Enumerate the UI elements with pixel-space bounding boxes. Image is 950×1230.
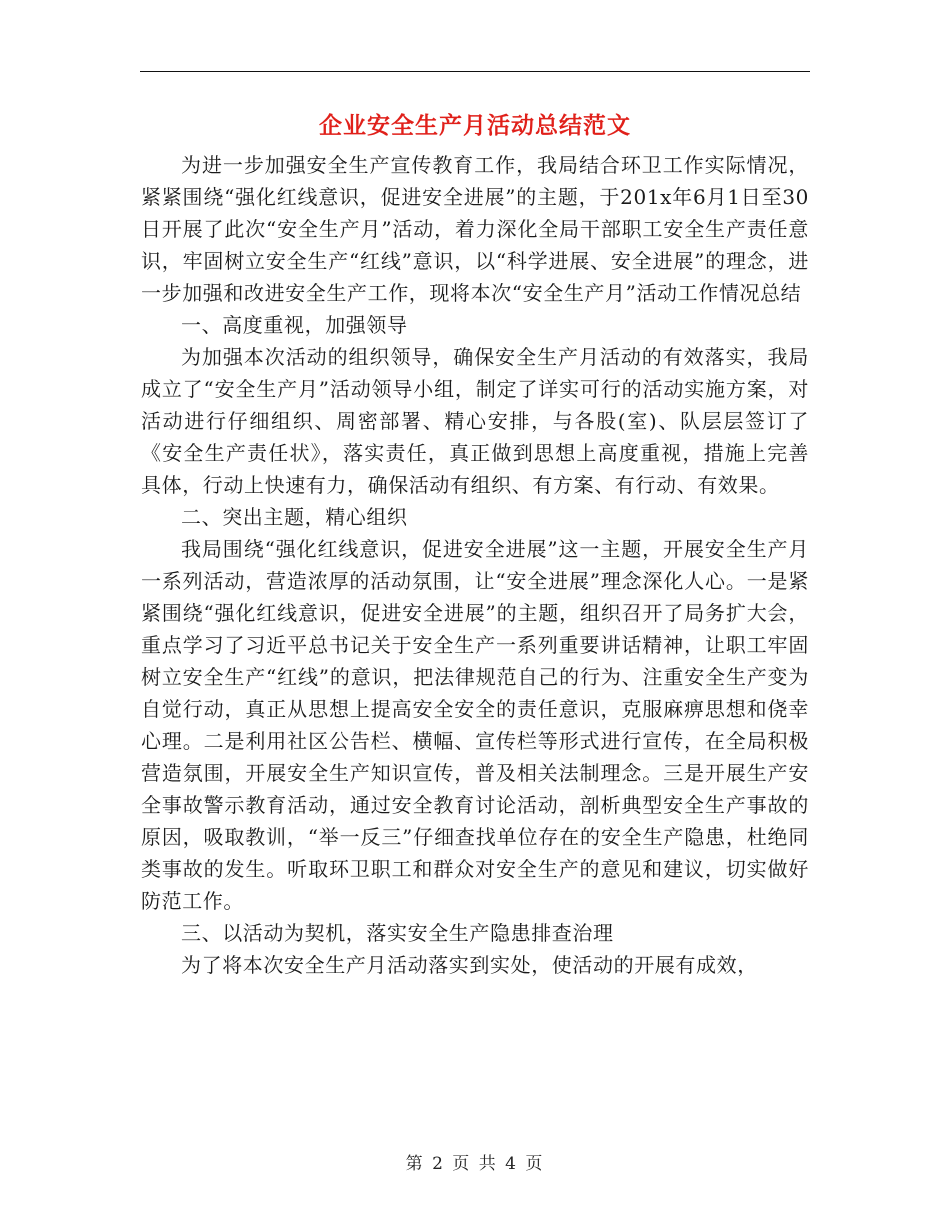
section-heading-2: 二、突出主题，精心组织: [181, 505, 408, 529]
page-number-footer: 第 2 页 共 4 页: [405, 1154, 545, 1174]
section-heading-3: 三、以活动为契机，落实安全生产隐患排查治理: [181, 921, 614, 945]
paragraph-section-1: 为加强本次活动的组织领导，确保安全生产月活动的有效落实，我局成立了“安全生产月”活动领导小组，制定了详实可行的活动实施方案，对活动进行仔细组织、周密部署、精心安排，与各股(室)、队层层签订了《安全生产责任状》，落实责任，真正做到思想上高度重视，措施上完善具体，行动上快速有力，确保活动有组织、有方案、有行动、有效果。: [141, 345, 809, 497]
paragraph-intro: 为进一步加强安全生产宣传教育工作，我局结合环卫工作实际情况，紧紧围绕“强化红线意识，促进安全进展”的主题，于201x年6月1日至30日开展了此次“安全生产月”活动，着力深化全局干部职工安全生产责任意识，牢固树立安全生产“红线”意识，以“科学进展、安全进展”的理念，进一步加强和改进安全生产工作，现将本次“安全生产月”活动工作情况总结: [141, 153, 809, 305]
header-rule: [140, 71, 810, 72]
section-heading-1: 一、高度重视，加强领导: [181, 313, 408, 337]
document-body: [141, 149, 809, 981]
paragraph-section-3: 为了将本次安全生产月活动落实到实处，使活动的开展有成效，: [181, 953, 758, 977]
document-title: 企业安全生产月活动总结范文: [319, 112, 631, 139]
paragraph-section-2: 我局围绕“强化红线意识，促进安全进展”这一主题，开展安全生产月一系列活动，营造浓厚的活动氛围，让“安全进展”理念深化人心。一是紧紧围绕“强化红线意识，促进安全进展”的主题，组织召开了局务扩大会，重点学习了习近平总书记关于安全生产一系列重要讲话精神，让职工牢固树立安全生产“红线”的意识，把法律规范自己的行为、注重安全生产变为自觉行动，真正从思想上提高安全安全的责任意识，克服麻痹思想和侥幸心理。二是利用社区公告栏、横幅、宣传栏等形式进行宣传，在全局积极营造氛围，开展安全生产知识宣传，普及相关法制理念。三是开展生产安全事故警示教育活动，通过安全教育讨论活动，剖析典型安全生产事故的原因，吸取教训，“举一反三”仔细查找单位存在的安全生产隐患，杜绝同类事故的发生。听取环卫职工和群众对安全生产的意见和建议，切实做好防范工作。: [141, 537, 809, 913]
